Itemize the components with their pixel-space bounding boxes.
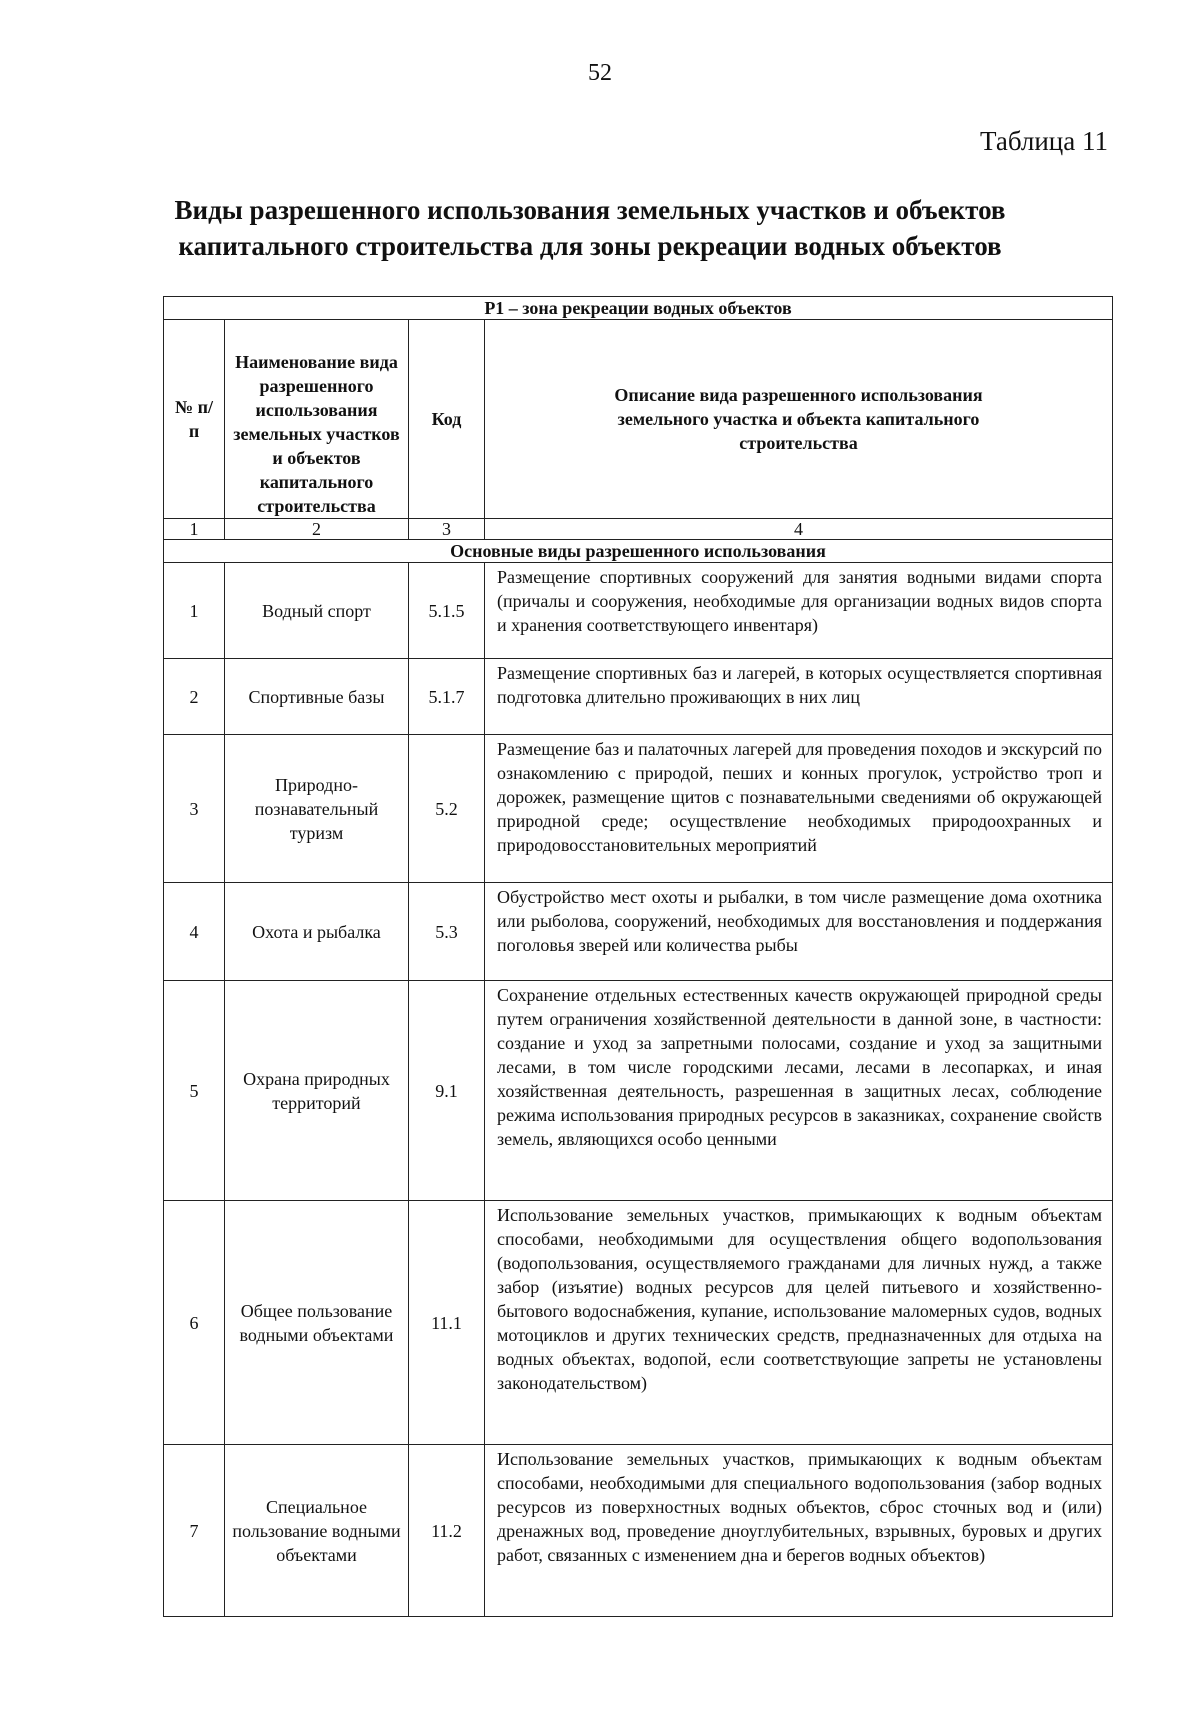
row-description: Сохранение отдельных естественных качеств окружающей природной среды путем ограничения хозяйственной деятельности в данной зоне, в частности: создание и уход за запретными полосами, создание и уход за защитными лесами, в том числе городскими лесами, лесами в лесопарках, и иная хозяйственная деятельность, разрешенная в защитных лесах, соблюдение режима использования природных ресурсов в заказниках, сохранение свойств земель, являющихся особо ценными bbox=[485, 981, 1113, 1201]
row-description: Обустройство мест охоты и рыбалки, в том числе размещение дома охотника или рыболова, сооружений, необходимых для восстановления и поддержания поголовья зверей или количества рыбы bbox=[485, 883, 1113, 981]
table-row bbox=[164, 563, 1113, 659]
table-row bbox=[164, 1445, 1113, 1617]
row-description: Использование земельных участков, примыкающих к водным объектам способами, необходимыми для специального водопользования (забор водных ресурсов из поверхностных водных объектов, сброс сточных вод и (или) дренажных вод, проведение дноуглубительных, взрывных, буровых и других работ, связанных с изменением дна и берегов водных объектов) bbox=[485, 1445, 1113, 1617]
zone-title-row bbox=[164, 297, 1113, 320]
row-name: Спортивные базы bbox=[225, 659, 409, 735]
column-number: 3 bbox=[409, 519, 485, 540]
row-code: 9.1 bbox=[409, 981, 485, 1201]
table-label: Таблица 11 bbox=[980, 126, 1108, 156]
row-description: Использование земельных участков, примыкающих к водным объектам способами, необходимыми для осуществления общего водопользования (водопользования, осуществляемого гражданами для личных нужд, а также забор (изъятие) водных ресурсов для целей питьевого и хозяйственно-бытового водоснабжения, купание, использование маломерных судов, водных мотоциклов и других технических средств, предназначенных для отдыха на водных объектах, водопой, если соответствующие запреты не установлены законодательством) bbox=[485, 1201, 1113, 1445]
row-num: 4 bbox=[164, 883, 225, 981]
row-num: 7 bbox=[164, 1445, 225, 1617]
row-num: 1 bbox=[164, 563, 225, 659]
row-name: Природно-познавательный туризм bbox=[225, 735, 409, 883]
section-title: Основные виды разрешенного использования bbox=[164, 540, 1113, 563]
header-row bbox=[164, 320, 1113, 519]
table-row bbox=[164, 1201, 1113, 1445]
header-code: Код bbox=[409, 320, 485, 519]
row-name: Охрана природных территорий bbox=[225, 981, 409, 1201]
row-num: 6 bbox=[164, 1201, 225, 1445]
page-number: 52 bbox=[588, 60, 612, 86]
row-num: 2 bbox=[164, 659, 225, 735]
row-code: 5.2 bbox=[409, 735, 485, 883]
row-name: Общее пользование водными объектами bbox=[225, 1201, 409, 1445]
table-row bbox=[164, 735, 1113, 883]
row-description: Размещение баз и палаточных лагерей для проведения походов и экскурсий по ознакомлению с природой, пеших и конных прогулок, устройство троп и дорожек, размещение щитов с познавательными сведениями об окружающей природной среде; осуществление необходимых природоохранных и природовосстановительных мероприятий bbox=[485, 735, 1113, 883]
row-code: 5.3 bbox=[409, 883, 485, 981]
table-row bbox=[164, 981, 1113, 1201]
column-number-row bbox=[164, 519, 1113, 540]
row-name: Водный спорт bbox=[225, 563, 409, 659]
column-number: 2 bbox=[225, 519, 409, 540]
row-code: 11.1 bbox=[409, 1201, 485, 1445]
header-num: № п/п bbox=[164, 320, 225, 519]
row-code: 5.1.5 bbox=[409, 563, 485, 659]
section-title-row bbox=[164, 540, 1113, 563]
land-use-table bbox=[163, 296, 1113, 1617]
row-description: Размещение спортивных баз и лагерей, в которых осуществляется спортивная подготовка длительно проживающих в них лиц bbox=[485, 659, 1113, 735]
header-description: Описание вида разрешенного использования земельного участка и объекта капитального строительства bbox=[485, 320, 1113, 519]
title-line-2: капитального строительства для зоны рекреации водных объектов bbox=[178, 231, 1002, 261]
document-title bbox=[110, 192, 1070, 264]
column-number: 1 bbox=[164, 519, 225, 540]
title-line-1: Виды разрешенного использования земельных участков и объектов bbox=[174, 195, 1006, 225]
row-code: 11.2 bbox=[409, 1445, 485, 1617]
row-num: 3 bbox=[164, 735, 225, 883]
row-code: 5.1.7 bbox=[409, 659, 485, 735]
header-name: Наименование вида разрешенного использования земельных участков и объектов капитального строительства bbox=[225, 320, 409, 519]
row-name: Специальное пользование водными объектами bbox=[225, 1445, 409, 1617]
row-description: Размещение спортивных сооружений для занятия водными видами спорта (причалы и сооружения, необходимые для организации водных видов спорта и хранения соответствующего инвентаря) bbox=[485, 563, 1113, 659]
zone-title: Р1 – зона рекреации водных объектов bbox=[164, 297, 1113, 320]
table-row bbox=[164, 883, 1113, 981]
table-row bbox=[164, 659, 1113, 735]
row-num: 5 bbox=[164, 981, 225, 1201]
row-name: Охота и рыбалка bbox=[225, 883, 409, 981]
column-number: 4 bbox=[485, 519, 1113, 540]
